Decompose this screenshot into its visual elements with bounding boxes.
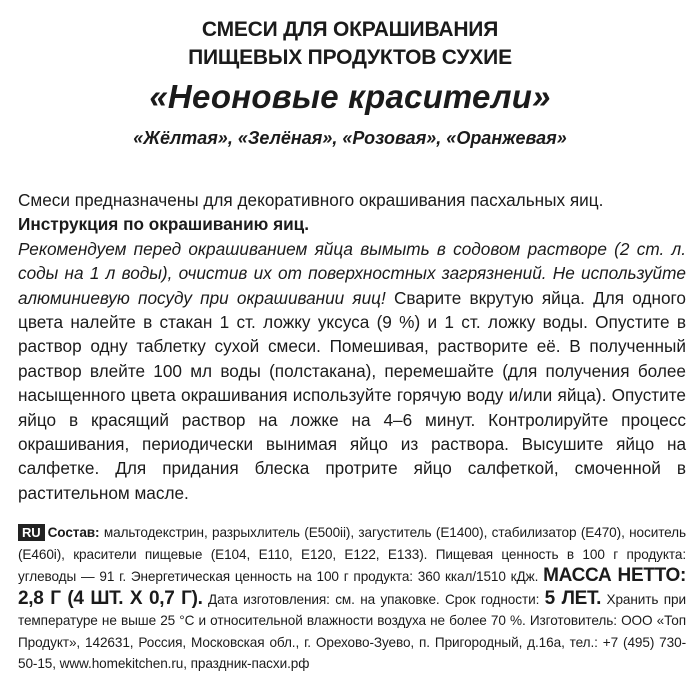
instruction-steps: Сварите вкрутую яйца. Для одного цвета налейте в стакан 1 ст. ложку уксуса (9 %) и 1 ст. ложку воды. Опустите в раствор одну таблетку сухой смеси. Помешивая, растворите её. В полученный раствор влейте 100 мл воды (полстакана), перемешайте (для получения более насыщенного цвета окрашивания используйте горячую воду и/или яйца). Опустите яйцо в красящий раствор на ложке на 4–6 минут. Контролируйте процесс окрашивания, периодически вынимая яйцо из раствора. Высушите яйцо на салфетке. Для придания блеска протрите яйцо салфеткой, смоченной в растительном масле. (18, 287, 686, 503)
composition-block (18, 522, 686, 675)
product-title: «Неоновые красители» (149, 78, 551, 115)
language-badge: RU (18, 524, 45, 541)
net-weight: МАССА НЕТТО: 2,8 Г (4 ШТ. Х 0,7 Г). (18, 565, 686, 609)
header-line-2: ПИЩЕВЫХ ПРОДУКТОВ СУХИЕ (188, 46, 512, 69)
instruction-text (18, 237, 686, 505)
color-variants: «Жёлтая», «Зелёная», «Розовая», «Оранжевая» (133, 128, 567, 148)
storage-manufacturer-text: Хранить при температуре не выше 25 °С и относительной влажности воздуха не более 70 %. Изготовитель: ООО «Топ Продукт», 142631, Россия, Московская обл., г. Орехово-Зуево, п. Пригородный, д.16а, тел.: +7 (495) 730-50-15, www.homekitchen.ru, праздник-пасхи.рф (18, 591, 686, 671)
shelf-life: 5 ЛЕТ. (544, 587, 602, 609)
manufacture-date-text: Дата изготовления: см. на упаковке. Срок годности: (202, 591, 545, 607)
instruction-italic: Рекомендуем перед окрашиванием яйца вымыть в содовом растворе (2 ст. л. соды на 1 л воды), очистив их от поверхностных загрязнений. Не используйте алюминиевую посуду при окрашивании яиц! (18, 238, 686, 308)
instruction-title: Инструкция по окрашиванию яиц. (18, 214, 310, 235)
instructions-block (18, 188, 686, 505)
header-line-1: СМЕСИ ДЛЯ ОКРАШИВАНИЯ (201, 18, 499, 41)
composition-label: Состав: (47, 525, 100, 540)
composition-text: мальтодекстрин, разрыхлитель (Е500ii), загуститель (Е1400), стабилизатор (Е470), носитель (Е460i), красители пищевые (Е104, Е110, Е120, Е122, Е133). Пищевая ценность в 100 г продукта: углеводы — 91 г. Энергетическая ценность на 100 г продукта: 360 ккал/1510 кДж. (18, 525, 686, 584)
intro-text: Смеси предназначены для декоративного окрашивания пасхальных яиц. (18, 190, 604, 210)
